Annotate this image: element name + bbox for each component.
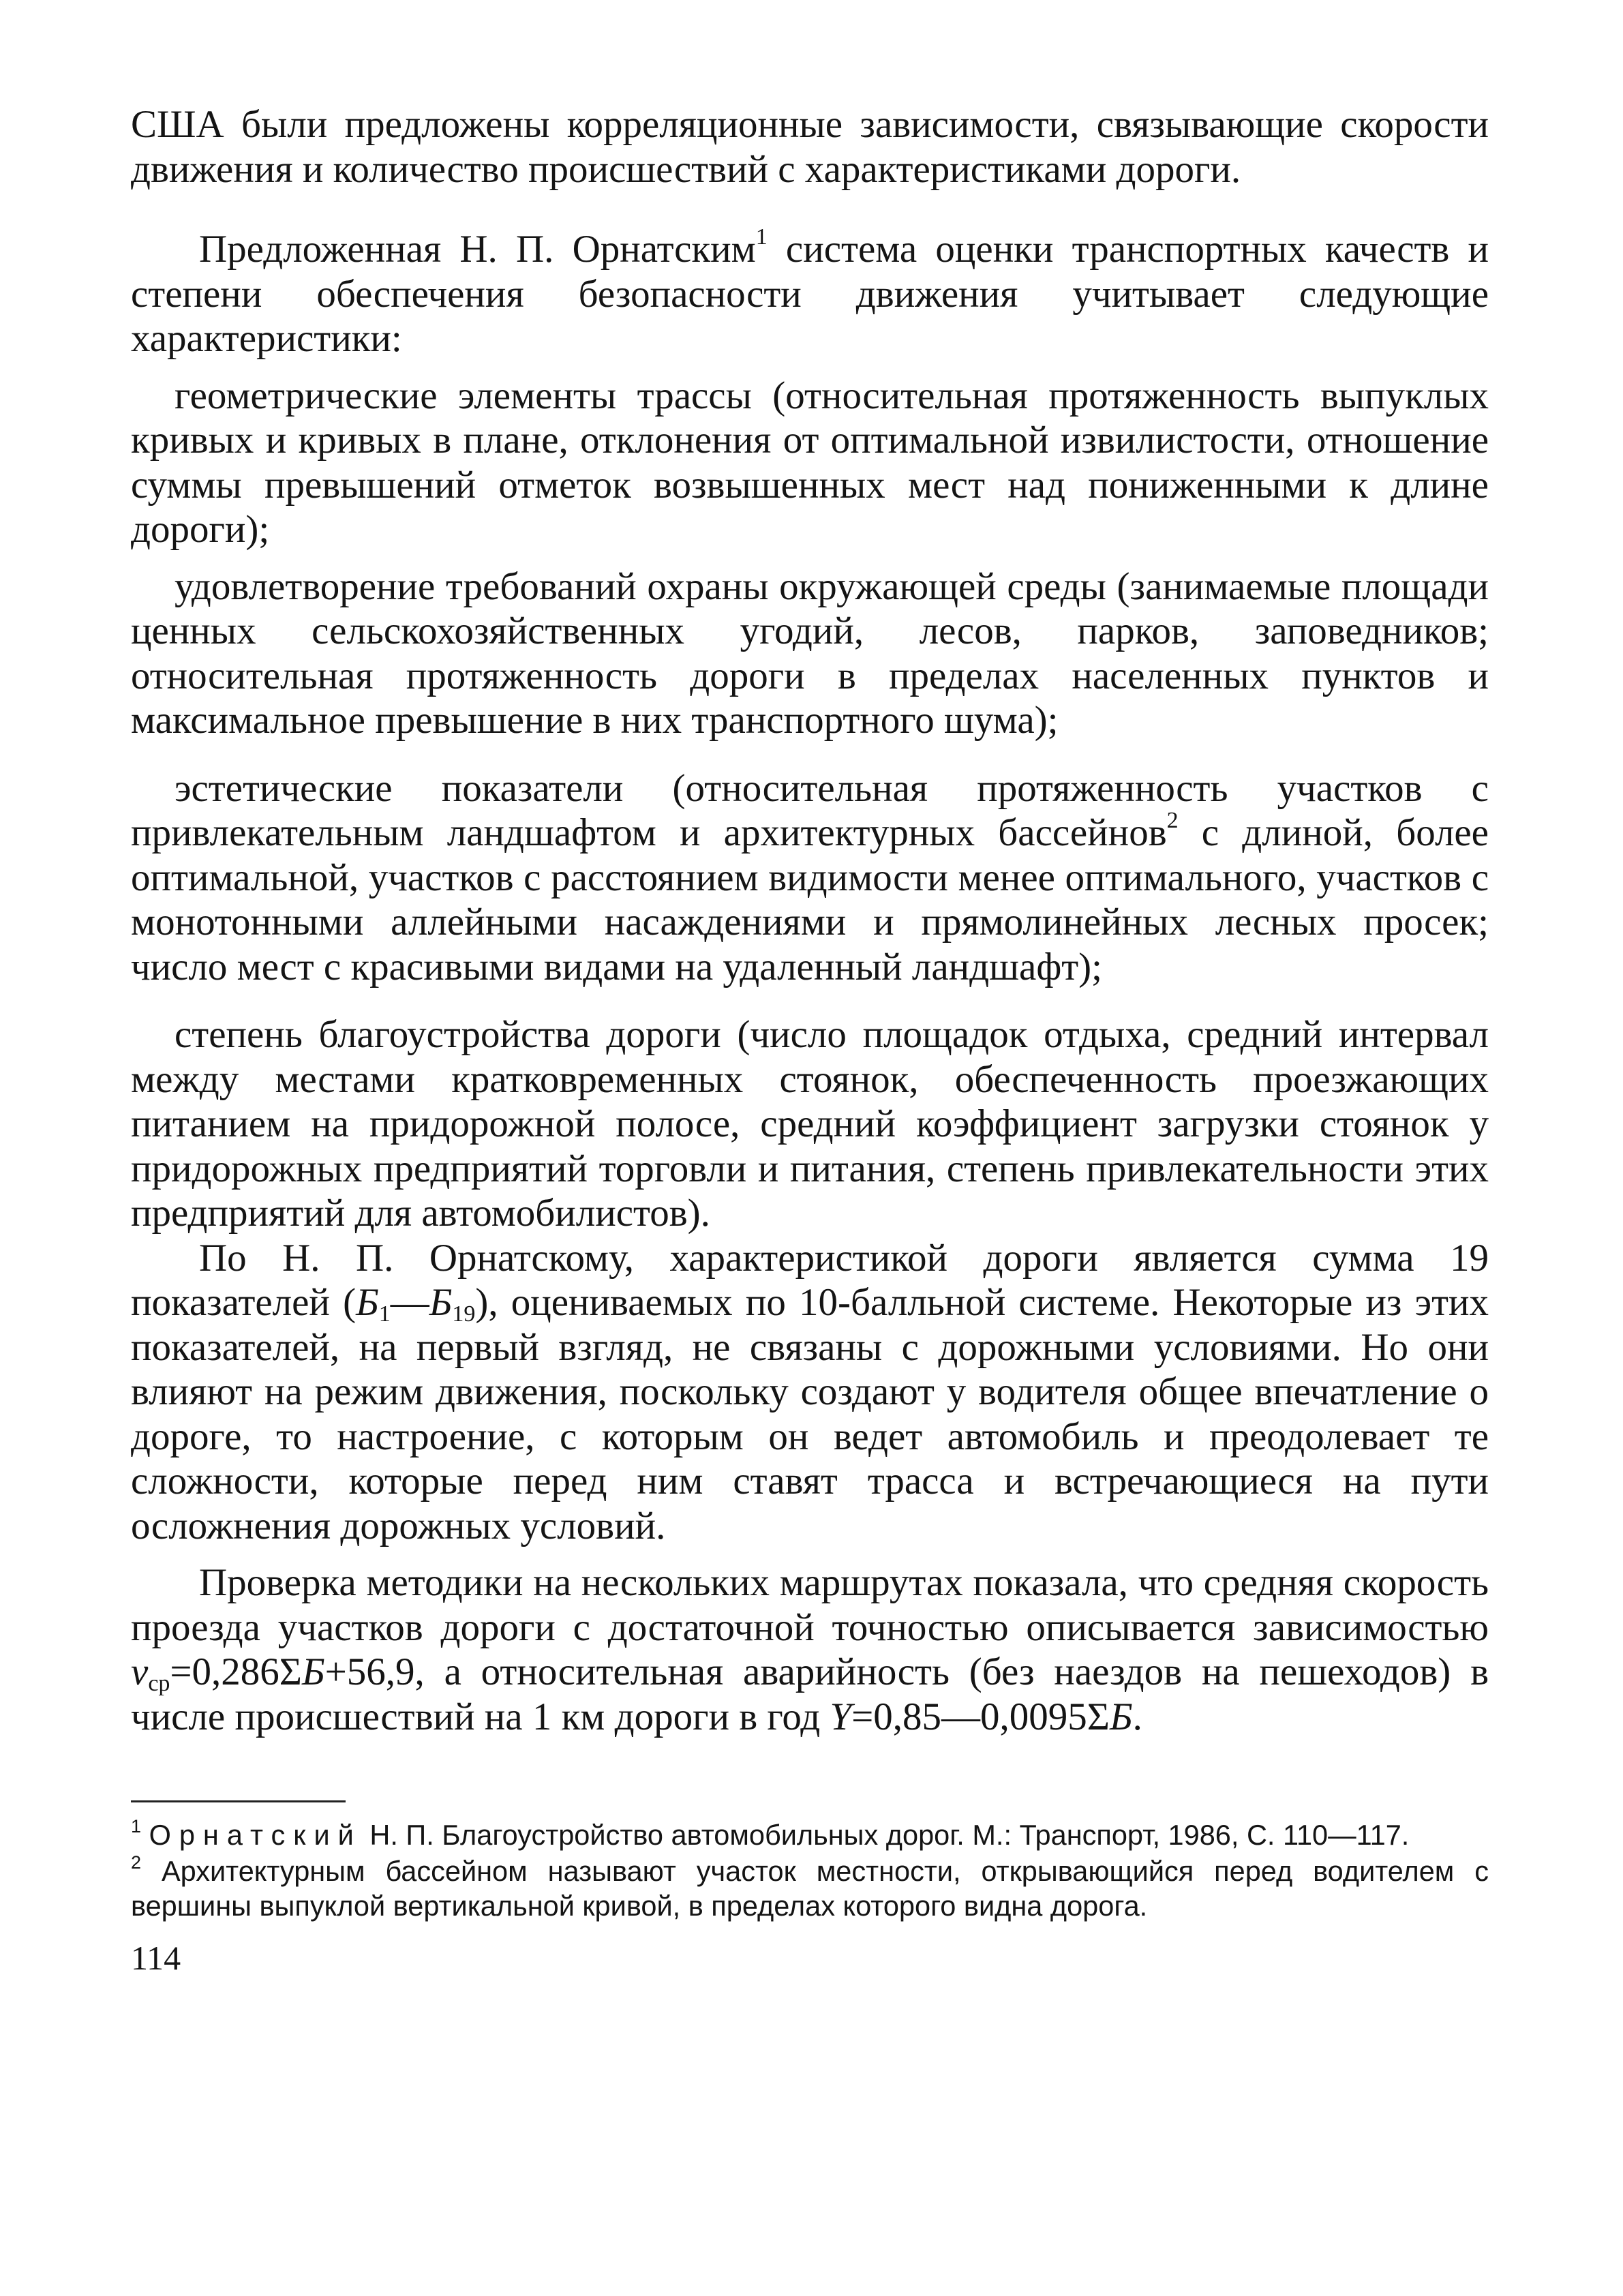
list-item-aesthetic <box>131 766 1489 990</box>
footnote-ref-1[interactable]: 1 <box>755 224 768 250</box>
paragraph-text: . <box>1132 1695 1142 1738</box>
footnote-1 <box>131 1817 1489 1852</box>
footnote-ref-2[interactable]: 2 <box>1166 808 1179 833</box>
paragraph-text: +56,9, а относительная аварийность (без наездов на пешеходов) в числе происшествий на 1 км дороги в год <box>131 1650 1489 1738</box>
formula-text: =0,85—0,0095Σ <box>851 1695 1110 1738</box>
footnote-divider <box>131 1800 346 1802</box>
paragraph-text: Предложенная Н. П. Орнатским <box>199 228 756 271</box>
paragraph-text: ), оцениваемых по 10-балльной системе. Некоторые из этих показателей, на первый взгляд, не связаны с дорожными условиями. Но они влияют на режим движения, поскольку создают у водителя общее впечатление о дороге, то настроение, с которым он ведет автомобиль и преодолевает те сложности, которые перед ним ставят трасса и встречающиеся на пути осложнения дорожных условий. <box>131 1281 1489 1547</box>
list-item-amenities <box>131 1012 1489 1236</box>
paragraph-method-check <box>131 1560 1489 1739</box>
footnote-2 <box>131 1854 1489 1923</box>
formula-symbol: v <box>131 1650 149 1693</box>
formula-subscript: 1 <box>378 1301 391 1327</box>
formula-symbol: Б <box>1109 1695 1133 1738</box>
paragraph-text: система оценки транспортных качеств и степени обеспечения безопасности движения учитывает следующие характеристики: <box>131 228 1489 360</box>
list-item-environment <box>131 564 1489 743</box>
footnote-mark: 2 <box>131 1852 142 1873</box>
footnote-mark: 1 <box>131 1816 142 1837</box>
paragraph-ornatsky-system <box>131 224 1489 361</box>
page-number: 114 <box>131 1939 181 1977</box>
formula-symbol: Y <box>830 1695 852 1738</box>
paragraph-intro-text: США были предложены корреляционные зависимости, связывающие скорости движения и количество происшествий с характеристиками дороги. <box>131 103 1489 191</box>
footnote-author: Орнатский <box>149 1819 362 1851</box>
paragraph-intro <box>131 102 1489 192</box>
list-item-text: с длиной, более оптимальной, участков с расстоянием видимости менее оптимального, участков с монотонными аллейными насаждениями и прямолинейных лесных просек; число мест с красивыми видами на удаленный ландшафт); <box>131 811 1489 988</box>
list-item-text: удовлетворение требований охраны окружающей среды (занимаемые площади ценных сельскохозяйственных угодий, лесов, парков, заповедников; относительная протяженность дороги в пределах населенных пунктов и максимальное превышение в них транспортного шума); <box>131 564 1489 742</box>
paragraph-text: По Н. П. Орнатскому, характеристикой дороги является сумма 19 показателей ( <box>131 1236 1489 1324</box>
list-item-text: геометрические элементы трассы (относительная протяженность выпуклых кривых и кривых в плане, отклонения от оптимальной извилистости, отношение суммы превышений отметок возвышенных мест над пониженными к длине дороги); <box>131 374 1489 551</box>
list-item-text: степень благоустройства дороги (число площадок отдыха, средний интервал между местами кратковременных стоянок, обеспеченность проезжающих питанием на придорожной полосе, средний коэффициент загрузки стоянок у придорожных предприятий торговли и питания, степень привлекательности этих предприятий для автомобилистов). <box>131 1013 1489 1235</box>
paragraph-text: Проверка методики на нескольких маршрутах показала, что средняя скорость проезда участков дороги с достаточной точностью описывается зависимостью <box>131 1561 1489 1649</box>
list-item-text: эстетические показатели (относительная протяженность участков с привлекательным ландшафтом и архитектурных бассейнов <box>131 766 1489 854</box>
formula-subscript: 19 <box>452 1301 476 1327</box>
page-body <box>131 102 1489 1978</box>
formula-symbol: Б <box>356 1281 379 1324</box>
formula-subscript: ср <box>148 1671 170 1696</box>
footnote-text: Н. П. Благоустройство автомобильных дорог. М.: Транспорт, 1986, С. 110—117. <box>361 1819 1410 1851</box>
footnote-text: Архитектурным бассейном называют участок местности, открывающийся перед водителем с вершины выпуклой вертикальной кривой, в пределах которого видна дорога. <box>131 1855 1489 1922</box>
list-item-geometric <box>131 374 1489 552</box>
formula-dash: — <box>390 1281 429 1324</box>
formula-symbol: Б <box>429 1281 453 1324</box>
formula-text: =0,286Σ <box>170 1650 302 1693</box>
paragraph-sum-indicators <box>131 1236 1489 1549</box>
formula-symbol: Б <box>301 1650 325 1693</box>
